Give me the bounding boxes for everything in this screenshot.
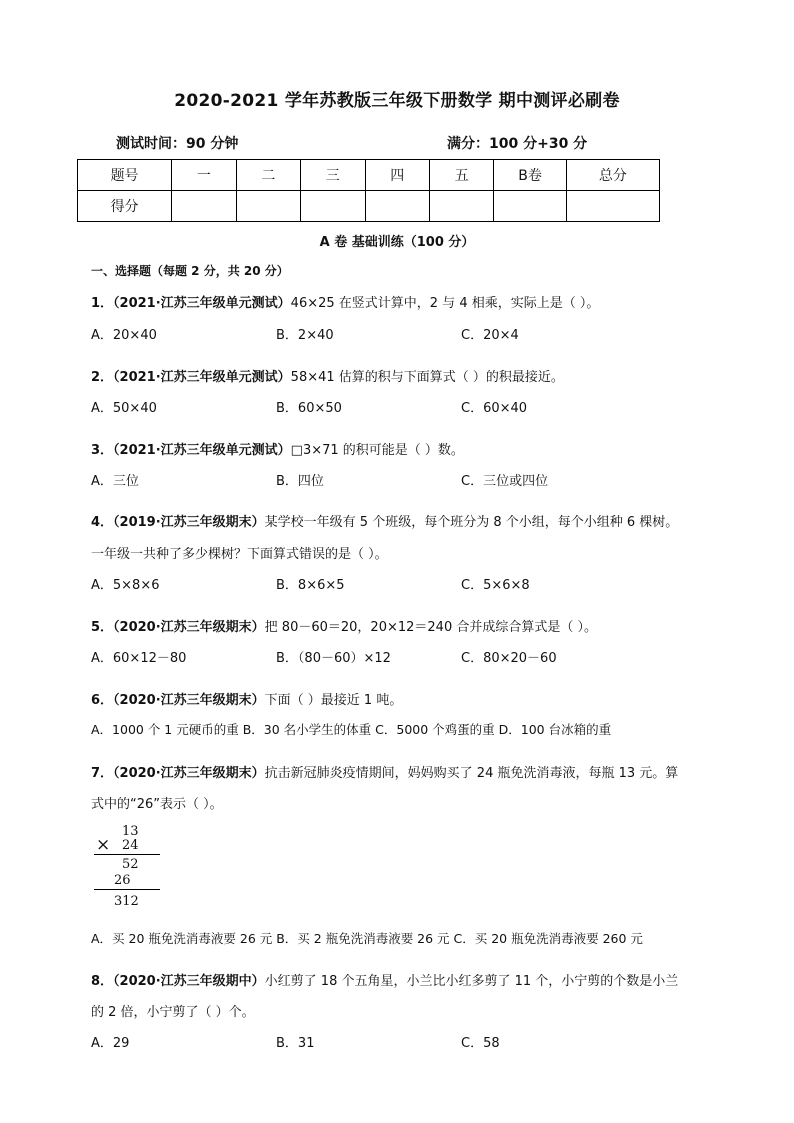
question-source: （2019·江苏三年级期末） xyxy=(113,515,265,530)
score-cell xyxy=(566,191,659,222)
score-header-cell: B卷 xyxy=(494,160,566,191)
score-table-score-row xyxy=(78,191,660,222)
option-c: C．58 xyxy=(461,1036,500,1051)
part-one-title: 一、选择题（每题 2 分，共 20 分） xyxy=(91,264,289,278)
score-cell xyxy=(236,191,300,222)
test-time: 测试时间：90 分钟 xyxy=(116,136,239,152)
score-cell xyxy=(494,191,566,222)
question-text: 把 80－60＝20，20×12＝240 合并成综合算式是（ ）。 xyxy=(264,620,597,635)
multiplicand: 13 xyxy=(122,824,139,839)
question-8 xyxy=(91,970,678,989)
option-a: A．60×12－80 xyxy=(91,651,187,666)
score-table xyxy=(77,159,660,222)
score-table-header-row xyxy=(78,160,660,191)
option-b: B．（80－60）×12 xyxy=(276,651,391,666)
question-number: 8． xyxy=(91,974,114,989)
score-header-cell: 一 xyxy=(172,160,236,191)
question-number: 7． xyxy=(91,766,114,781)
question-text: 46×25 在竖式计算中，2 与 4 相乘，实际上是（ ）。 xyxy=(290,296,600,311)
page-title: 2020-2021 学年苏教版三年级下册数学 期中测评必刷卷 xyxy=(174,91,620,111)
option-a: A．20×40 xyxy=(91,328,157,343)
score-header-cell: 二 xyxy=(236,160,300,191)
section-a-title: A 卷 基础训练（100 分） xyxy=(319,235,475,250)
vertical-multiplication xyxy=(92,824,172,914)
question-8-text-line2: 的 2 倍，小宁剪了（ ）个。 xyxy=(91,1005,255,1020)
question-number: 2． xyxy=(91,370,114,385)
question-7 xyxy=(91,762,678,781)
score-row-label: 得分 xyxy=(78,191,172,222)
option-c: C．20×4 xyxy=(461,328,519,343)
question-source: （2021·江苏三年级单元测试） xyxy=(113,296,291,311)
question-text: □3×71 的积可能是（ ）数。 xyxy=(290,443,464,458)
calc-rule-line xyxy=(94,889,160,890)
score-header-cell: 五 xyxy=(429,160,493,191)
question-source: （2020·江苏三年级期末） xyxy=(113,693,265,708)
option-b: B．8×6×5 xyxy=(276,578,345,593)
question-text: 58×41 估算的积与下面算式（ ）的积最接近。 xyxy=(290,370,564,385)
question-4 xyxy=(91,511,678,530)
partial-product-2: 26 xyxy=(114,873,131,888)
question-text: 某学校一年级有 5 个班级，每个班分为 8 个小组，每个小组种 6 棵树。 xyxy=(264,515,679,530)
option-b: B．60×50 xyxy=(276,401,342,416)
score-header-cell: 三 xyxy=(301,160,365,191)
question-source: （2021·江苏三年级单元测试） xyxy=(113,443,291,458)
question-source: （2020·江苏三年级期中） xyxy=(113,974,265,989)
question-2 xyxy=(91,366,564,385)
question-number: 1． xyxy=(91,296,114,311)
option-c: C．三位或四位 xyxy=(461,474,549,489)
option-a: A．29 xyxy=(91,1036,130,1051)
question-text: 小红剪了 18 个五角星，小兰比小红多剪了 11 个，小宁剪的个数是小兰 xyxy=(264,974,679,989)
score-header-cell: 四 xyxy=(365,160,429,191)
question-6 xyxy=(91,689,402,708)
question-3 xyxy=(91,439,464,458)
final-product: 312 xyxy=(114,894,139,909)
question-5 xyxy=(91,616,597,635)
option-a: A．三位 xyxy=(91,474,139,489)
question-source: （2020·江苏三年级期末） xyxy=(113,766,265,781)
option-a: A．50×40 xyxy=(91,401,157,416)
option-b: B．2×40 xyxy=(276,328,334,343)
question-text: 下面（ ）最接近 1 吨。 xyxy=(264,693,403,708)
score-cell xyxy=(429,191,493,222)
option-b: B．31 xyxy=(276,1036,315,1051)
question-4-text-line2: 一年级一共种了多少棵树？下面算式错误的是（ ）。 xyxy=(91,547,388,562)
option-c: C．5×6×8 xyxy=(461,578,530,593)
option-b: B．四位 xyxy=(276,474,324,489)
question-number: 4． xyxy=(91,515,114,530)
question-6-options: A．1000 个 1 元硬币的重 B．30 名小学生的体重 C．5000 个鸡蛋的重 D．100 台冰箱的重 xyxy=(91,722,612,737)
calc-rule-line xyxy=(94,854,160,855)
question-7-text-line2: 式中的“26”表示（ ）。 xyxy=(91,797,223,812)
multiplier: 24 xyxy=(122,838,139,853)
question-text: 抗击新冠肺炎疫情期间，妈妈购买了 24 瓶免洗消毒液，每瓶 13 元。算 xyxy=(264,766,679,781)
multiply-sign: × xyxy=(96,835,111,855)
question-7-options: A．买 20 瓶免洗消毒液要 26 元 B．买 2 瓶免洗消毒液要 26 元 C．买 20 瓶免洗消毒液要 260 元 xyxy=(91,931,643,946)
score-cell xyxy=(172,191,236,222)
question-1 xyxy=(91,292,599,311)
full-score: 满分：100 分+30 分 xyxy=(447,136,588,152)
score-header-cell: 总分 xyxy=(566,160,659,191)
option-c: C．60×40 xyxy=(461,401,528,416)
question-source: （2020·江苏三年级期末） xyxy=(113,620,265,635)
partial-product-1: 52 xyxy=(122,857,139,872)
score-cell xyxy=(301,191,365,222)
question-number: 6． xyxy=(91,693,114,708)
question-number: 3． xyxy=(91,443,114,458)
score-header-cell: 题号 xyxy=(78,160,172,191)
option-a: A．5×8×6 xyxy=(91,578,160,593)
question-number: 5． xyxy=(91,620,114,635)
option-c: C．80×20－60 xyxy=(461,651,557,666)
question-source: （2021·江苏三年级单元测试） xyxy=(113,370,291,385)
score-cell xyxy=(365,191,429,222)
